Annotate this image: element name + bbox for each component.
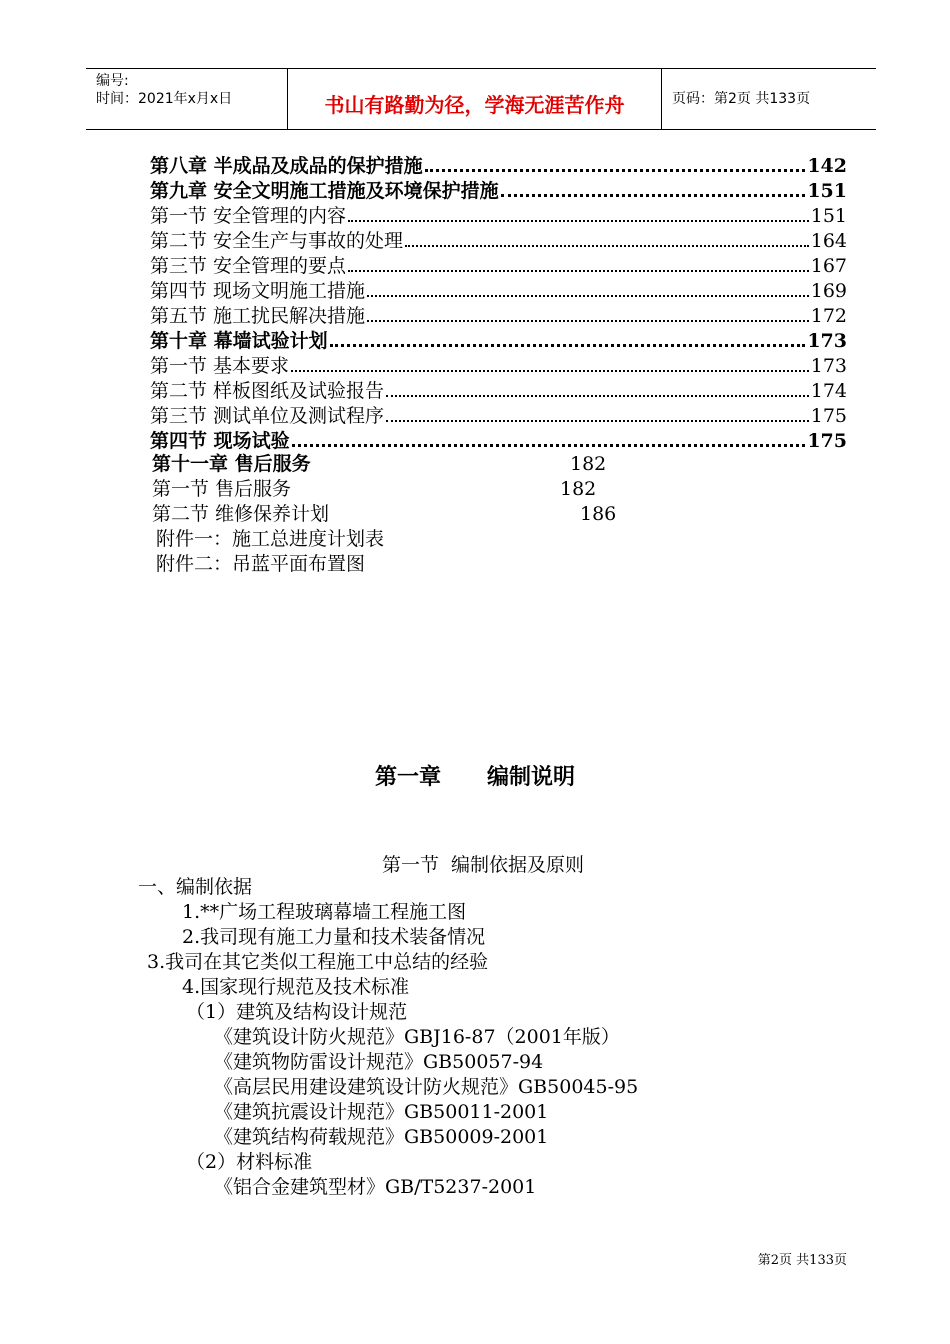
toc-entry-title: 第八章 半成品及成品的保护措施 (150, 155, 423, 177)
body-line: 4.国家现行规范及技术标准 (182, 976, 410, 998)
chapter-title: 第一章 编制说明 (375, 765, 575, 790)
time-label: 时间：2021年x月x日 (96, 91, 233, 107)
motto-text: 书山有路勤为径，学海无涯苦作舟 (324, 93, 625, 117)
toc-entry-title: 第九章 安全文明施工措施及环境保护措施 (150, 180, 499, 202)
toc-leader-dots (292, 443, 806, 447)
standard-item: 《高层民用建设建筑设计防火规范》GB50045-95 (214, 1076, 639, 1098)
toc-leader-dots (386, 419, 809, 422)
toc-entry-page: 175 (807, 430, 847, 452)
toc-entry-title: 第四节 现场试验 (150, 430, 290, 452)
body-line: 3.我司在其它类似工程施工中总结的经验 (147, 951, 489, 973)
header-motto-cell (288, 69, 662, 129)
number-label: 编号: (96, 73, 129, 89)
section-title: 第一节 编制依据及原则 (381, 854, 585, 876)
toc-extra-title[interactable]: 第二节 维修保养计划 (152, 503, 330, 525)
toc-entry[interactable] (150, 429, 847, 454)
toc-entry-page: 167 (810, 255, 847, 277)
toc-entry[interactable] (150, 404, 847, 429)
toc-entry-page: 173 (807, 330, 847, 352)
attachment-item[interactable]: 附件二：吊蓝平面布置图 (156, 553, 366, 575)
header-page-cell (662, 69, 876, 129)
body-line: （1）建筑及结构设计规范 (186, 1001, 408, 1023)
toc-leader-dots (386, 394, 809, 397)
body-line: （2）材料标准 (186, 1151, 313, 1173)
body-line: 1.**广场工程玻璃幕墙工程施工图 (182, 901, 467, 923)
toc-entry-page: 173 (810, 355, 847, 377)
toc-entry[interactable] (150, 254, 847, 279)
toc-entry-page: 151 (810, 205, 847, 227)
page-header (86, 68, 876, 130)
toc-leader-dots (348, 219, 809, 222)
toc-entry[interactable] (150, 329, 847, 354)
toc-entry-page: 142 (807, 155, 847, 177)
standard-item: 《建筑设计防火规范》GBJ16-87（2001年版） (214, 1026, 620, 1048)
toc-entry[interactable] (150, 279, 847, 304)
header-page-info: 页码：第2页 共133页 (672, 91, 811, 107)
toc-entry[interactable] (150, 154, 847, 179)
toc-entry-page: 175 (810, 405, 847, 427)
toc-entry[interactable] (150, 379, 847, 404)
toc-extra-page: 186 (580, 503, 617, 525)
body-line: 2.我司现有施工力量和技术装备情况 (182, 926, 486, 948)
toc-entry[interactable] (150, 179, 847, 204)
toc-leader-dots (330, 343, 806, 347)
toc-extra-page: 182 (560, 478, 597, 500)
toc-entry-title: 第三节 安全管理的要点 (150, 255, 347, 277)
toc-extra-title[interactable]: 第一节 售后服务 (152, 478, 292, 500)
toc-entry-title: 第五节 施工扰民解决措施 (150, 305, 366, 327)
toc-leader-dots (367, 319, 809, 322)
standard-item: 《建筑物防雷设计规范》GB50057-94 (214, 1051, 544, 1073)
header-meta-cell (86, 69, 288, 129)
toc-entry-title: 第二节 安全生产与事故的处理 (150, 230, 404, 252)
toc-entry-title: 第三节 测试单位及测试程序 (150, 405, 385, 427)
standard-item: 《建筑结构荷载规范》GB50009-2001 (214, 1126, 549, 1148)
toc-entry-title: 第十章 幕墙试验计划 (150, 330, 328, 352)
standard-item: 《建筑抗震设计规范》GB50011-2001 (214, 1101, 549, 1123)
body-heading: 一、编制依据 (138, 876, 253, 898)
toc-entry-page: 174 (810, 380, 847, 402)
toc-leader-dots (405, 244, 809, 247)
toc-entry-title: 第二节 样板图纸及试验报告 (150, 380, 385, 402)
toc-entry-title: 第四节 现场文明施工措施 (150, 280, 366, 302)
toc-entry[interactable] (150, 354, 847, 379)
toc-entry-page: 164 (810, 230, 847, 252)
toc-entry-title: 第一节 安全管理的内容 (150, 205, 347, 227)
toc-entry[interactable] (150, 229, 847, 254)
toc-entry-page: 169 (810, 280, 847, 302)
footer-page-info: 第2页 共133页 (757, 1253, 847, 1268)
standard-item: 《铝合金建筑型材》GB/T5237-2001 (214, 1176, 537, 1198)
attachment-item[interactable]: 附件一：施工总进度计划表 (156, 528, 385, 550)
toc-leader-dots (501, 193, 806, 197)
toc-leader-dots (291, 369, 809, 372)
toc-entry-title: 第一节 基本要求 (150, 355, 290, 377)
toc-entry[interactable] (150, 304, 847, 329)
toc-leader-dots (367, 294, 809, 297)
toc-leader-dots (425, 168, 806, 172)
toc-entry-page: 172 (810, 305, 847, 327)
toc-entry-page: 151 (807, 180, 847, 202)
toc-entry[interactable] (150, 204, 847, 229)
toc-extra-title[interactable]: 第十一章 售后服务 (152, 453, 311, 475)
toc-leader-dots (348, 269, 809, 272)
toc-extra-page: 182 (570, 453, 607, 475)
